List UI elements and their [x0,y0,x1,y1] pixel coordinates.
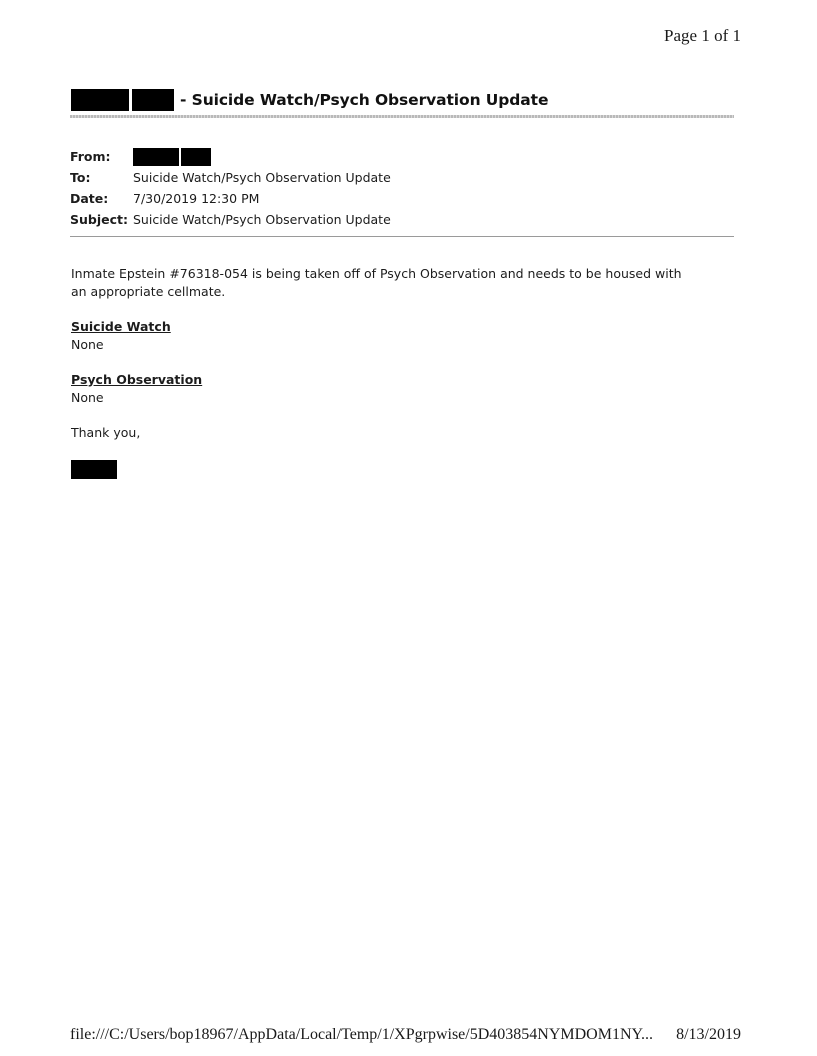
date-label: Date: [70,191,109,206]
date-value: 7/30/2019 12:30 PM [133,191,260,206]
page-number: Page 1 of 1 [664,26,741,45]
header-divider [70,236,734,237]
suicide-watch-value: None [71,337,104,352]
closing-text: Thank you, [71,425,141,440]
psych-observation-heading: Psych Observation [71,372,203,387]
psych-observation-value: None [71,390,104,405]
suicide-watch-section [71,318,691,354]
to-row [70,167,391,188]
date-row [70,188,391,209]
redaction-block [181,148,211,166]
footer-file-path: file:///C:/Users/bop18967/AppData/Local/Temp/1/XPgrpwise/5D403854NYMDOM1NY... [70,1026,653,1043]
signature-redaction [71,460,117,479]
subject-row [70,209,391,230]
redaction-block [132,89,174,111]
to-label: To: [70,170,91,185]
subject-label: Subject: [70,212,128,227]
from-label: From: [70,149,111,164]
message-headers [70,146,391,230]
subject-value: Suicide Watch/Psych Observation Update [133,212,391,227]
message-title: - Suicide Watch/Psych Observation Update [180,91,549,109]
footer-date: 8/13/2019 [676,1026,741,1043]
closing-section [71,424,691,442]
message-body [71,265,691,442]
redaction-block [133,148,179,166]
redaction-block [71,89,129,111]
psych-observation-section [71,371,691,407]
suicide-watch-heading: Suicide Watch [71,319,171,334]
to-value: Suicide Watch/Psych Observation Update [133,170,391,185]
body-intro: Inmate Epstein #76318-054 is being taken off of Psych Observation and needs to be housed with an appropriate cellmate. [71,266,682,299]
message-title-row [71,89,548,111]
title-divider [70,115,734,118]
from-row [70,146,391,167]
